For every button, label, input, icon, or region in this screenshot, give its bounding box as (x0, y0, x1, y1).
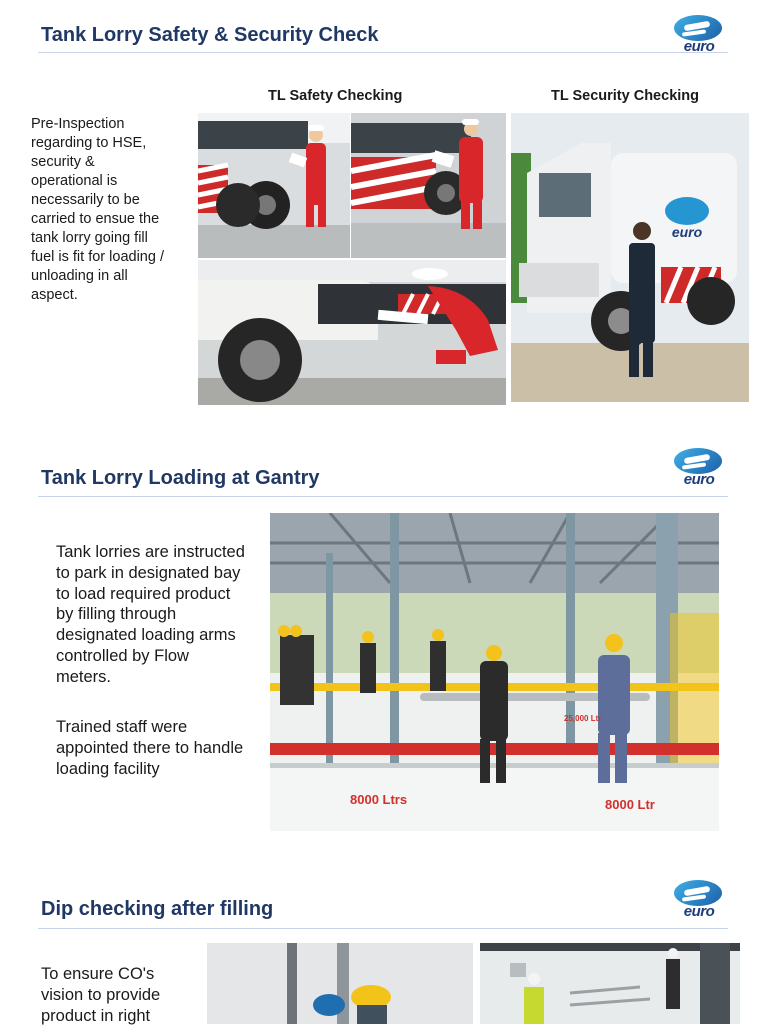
subheading-security: TL Security Checking (551, 88, 699, 104)
subheading-safety: TL Safety Checking (268, 88, 403, 104)
gantry-description: Tank lorries are instructed to park in designated bay to load required product by filling through designated loading arms controlled by Flow meters. (56, 543, 245, 686)
dip-check-description: To ensure CO's vision to provide product in right (41, 965, 161, 1025)
euro-logo (672, 448, 726, 490)
logo-wordmark: euro (683, 903, 715, 920)
photo-under-vehicle-inspection (198, 260, 506, 405)
gantry-staff-note: Trained staff were appointed there to handle loading facility (56, 718, 244, 778)
title-underline (38, 496, 728, 497)
logo-wordmark: euro (683, 38, 715, 55)
photo-dip-check-2 (480, 943, 740, 1024)
photo-safety-inspection-2 (351, 113, 506, 258)
title-underline (38, 52, 728, 53)
photo-dip-check-1 (207, 943, 473, 1024)
euro-logo (672, 15, 726, 57)
section-title-dip-check: Dip checking after filling (41, 898, 274, 920)
logo-wordmark: euro (683, 471, 715, 488)
euro-logo (672, 880, 726, 922)
svg-text:euro: euro (671, 224, 703, 240)
title-underline (38, 928, 728, 929)
tank-capacity-mark: 25,000 Ltr (564, 714, 602, 723)
bay-label-right: 8000 Ltr (605, 797, 655, 812)
photo-safety-inspection-1 (198, 113, 350, 258)
safety-description: Pre-Inspection regarding to HSE, security & operational is necessarily to be carried to ensue the tank lorry going fill fuel is fit for loading / unloading in all aspect. (31, 116, 164, 303)
photo-loading-gantry (270, 513, 719, 831)
section-title-safety: Tank Lorry Safety & Security Check (41, 24, 379, 46)
section-title-gantry: Tank Lorry Loading at Gantry (41, 467, 320, 489)
photo-security-check (511, 113, 749, 402)
bay-label-left: 8000 Ltrs (350, 792, 408, 807)
